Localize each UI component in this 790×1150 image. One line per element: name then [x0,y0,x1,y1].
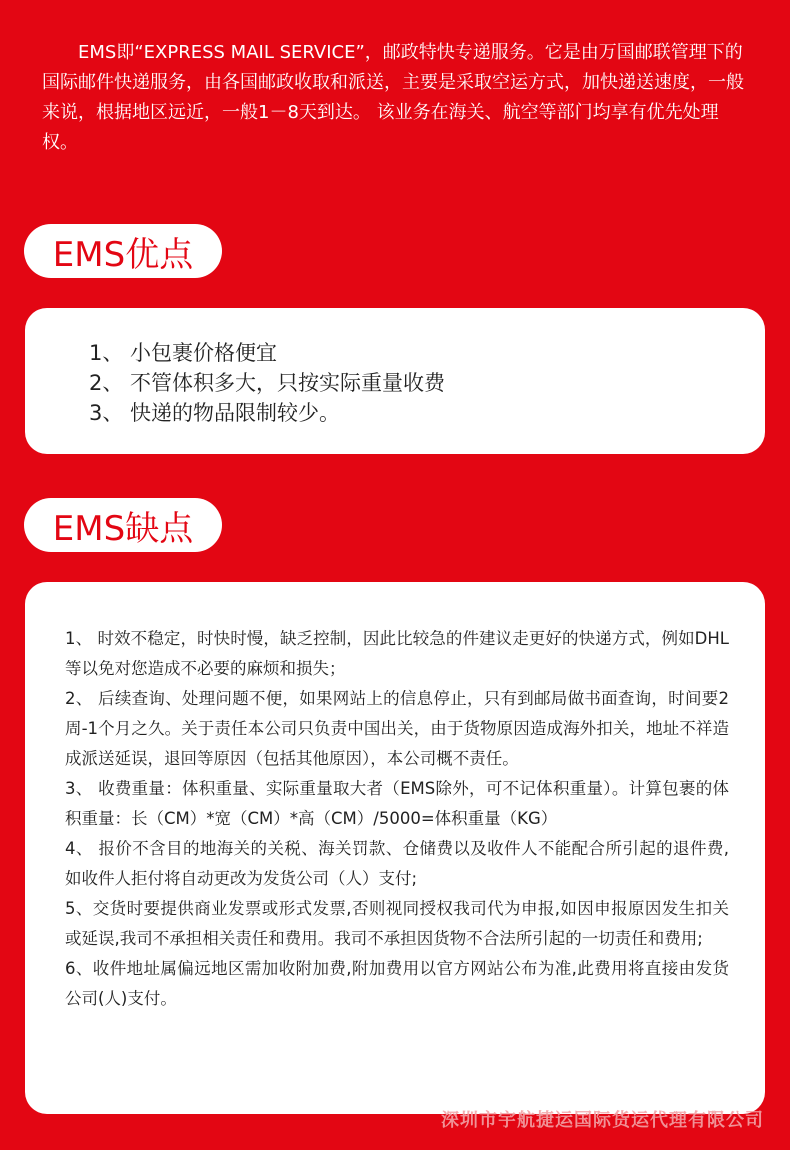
cons-list-item: 4、 报价不含目的地海关的关税、海关罚款、仓储费以及收件人不能配合所引起的退件费,如收件人拒付将自动更改为发货公司（人）支付; [65,839,729,888]
pros-list-item: 3、 快递的物品限制较少。 [89,401,341,425]
cons-list-item: 6、收件地址属偏远地区需加收附加费,附加费用以官方网站公布为准,此费用将直接由发货公司(人)支付。 [65,959,729,1008]
pros-heading-badge [24,224,222,278]
pros-list [89,338,725,428]
pros-list-item: 1、 小包裹价格便宜 [89,341,278,365]
pros-heading-text: EMS优点 [52,234,194,275]
cons-card [25,582,765,1114]
cons-list [65,624,729,1014]
cons-list-item: 5、交货时要提供商业发票或形式发票,否则视同授权我司代为申报,如因申报原因发生扣关或延误,我司不承担相关责任和费用。我司不承担因货物不合法所引起的一切责任和费用; [65,899,729,948]
cons-list-item: 2、 后续查询、处理问题不便，如果网站上的信息停止，只有到邮局做书面查询，时间要2周-1个月之久。关于责任本公司只负责中国出关，由于货物原因造成海外扣关，地址不祥造成派送延误，退回等原因（包括其他原因），本公司概不责任。 [65,689,729,768]
intro-paragraph: EMS即“EXPRESS MAIL SERVICE”，邮政特快专递服务。它是由万国邮联管理下的国际邮件快递服务，由各国邮政收取和派送，主要是采取空运方式，加快递送速度，一般来说，根据地区远近，一般1－8天到达。 该业务在海关、航空等部门均享有优先处理权。 [42,42,744,153]
cons-list-item: 1、 时效不稳定，时快时慢，缺乏控制，因此比较急的件建议走更好的快递方式，例如DHL等以免对您造成不必要的麻烦和损失； [65,629,729,678]
cons-list-item: 3、 收费重量：体积重量、实际重量取大者（EMS除外，可不记体积重量）。计算包裹的体积重量：长（CM）*宽（CM）*高（CM）/5000=体积重量（KG） [65,779,729,828]
company-watermark: 深圳市宇航捷运国际货运代理有限公司 [441,1110,764,1131]
cons-heading-badge [24,498,222,552]
pros-list-item: 2、 不管体积多大，只按实际重量收费 [89,371,446,395]
pros-card [25,308,765,454]
cons-heading-text: EMS缺点 [52,508,194,549]
